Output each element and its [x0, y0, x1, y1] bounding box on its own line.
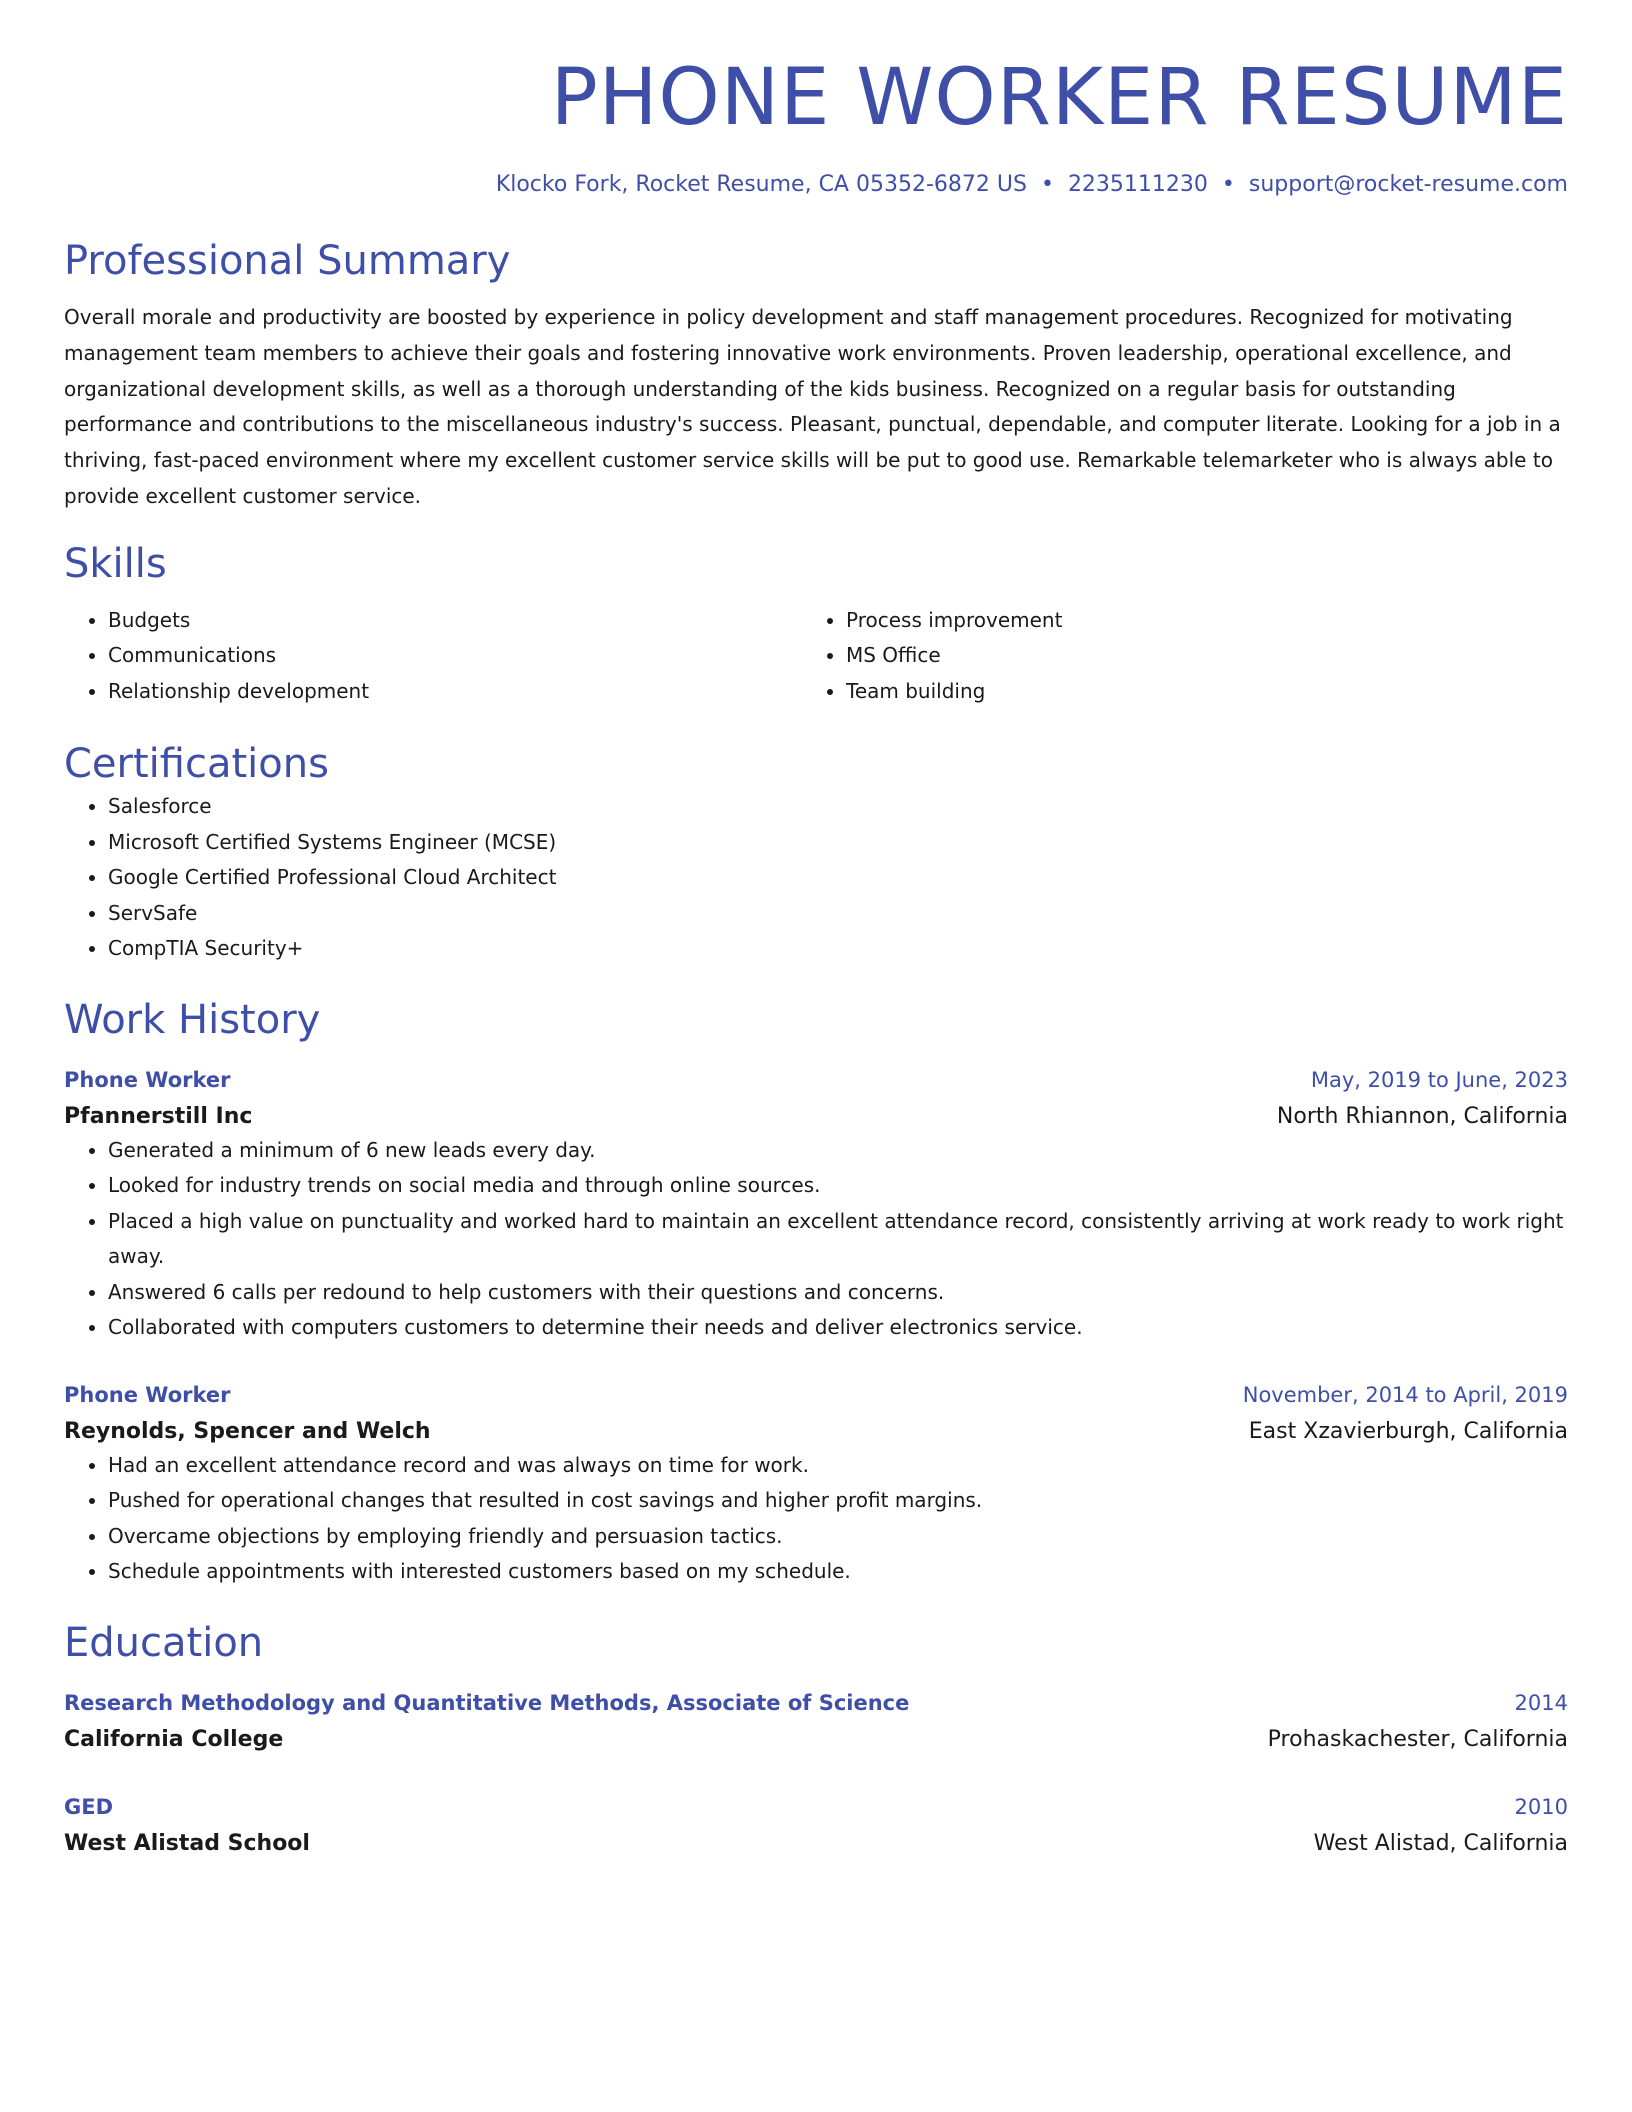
job-location: North Rhiannon, California [1276, 1103, 1568, 1129]
contact-separator: • [1040, 172, 1054, 197]
job-duties [64, 1448, 1568, 1590]
job-title: Phone Worker [64, 1382, 231, 1407]
contact-email[interactable]: support@rocket-resume.com [1248, 172, 1568, 197]
contact-phone: 2235111230 [1067, 172, 1208, 197]
job-entry [64, 1065, 1568, 1346]
skills-column-right [802, 603, 1540, 710]
education-header [64, 1792, 1568, 1822]
education-location: West Alistad, California [1313, 1830, 1568, 1856]
certification-item: • ServSafe [108, 896, 1568, 932]
job-duties [64, 1133, 1568, 1346]
education-header [64, 1688, 1568, 1718]
job-company: Reynolds, Spencer and Welch [64, 1418, 431, 1444]
education-year: 2014 [1514, 1690, 1568, 1715]
job-duty-item: • Looked for industry trends on social media and through online sources. [108, 1168, 1568, 1204]
skill-item: • Budgets [108, 603, 802, 639]
job-subheader [64, 1416, 1568, 1448]
job-entry [64, 1380, 1568, 1590]
skill-item: • Process improvement [846, 603, 1540, 639]
certifications-list [64, 789, 1568, 967]
resume-header [64, 48, 1568, 200]
skills-column-left [64, 603, 802, 710]
job-title: Phone Worker [64, 1067, 231, 1092]
education-heading: Education [64, 1619, 264, 1666]
job-duty-item: • Had an excellent attendance record and was always on time for work. [108, 1448, 1568, 1484]
job-duty-item: • Generated a minimum of 6 new leads every day. [108, 1133, 1568, 1169]
work-history-heading: Work History [64, 996, 321, 1043]
job-duty-item: • Overcame objections by employing friendly and persuasion tactics. [108, 1519, 1568, 1555]
contact-line [64, 170, 1568, 200]
job-dates: May, 2019 to June, 2023 [1310, 1067, 1568, 1092]
education-subheader [64, 1828, 1568, 1860]
education-year: 2010 [1514, 1794, 1568, 1819]
skill-item: • MS Office [846, 638, 1540, 674]
skill-item: • Team building [846, 674, 1540, 710]
job-duty-item: • Collaborated with computers customers to determine their needs and deliver electronics service. [108, 1310, 1568, 1346]
job-dates: November, 2014 to April, 2019 [1242, 1382, 1568, 1407]
job-duty-item: • Placed a high value on punctuality and worked hard to maintain an excellent attendance record, consistently arriving at work ready to work right away. [108, 1204, 1568, 1275]
resume-title: PHONE WORKER RESUME [550, 53, 1568, 143]
summary-heading: Professional Summary [64, 238, 511, 284]
job-duty-item: • Answered 6 calls per redound to help customers with their questions and concerns. [108, 1275, 1568, 1311]
job-header [64, 1380, 1568, 1410]
certification-item: • Google Certified Professional Cloud Architect [108, 860, 1568, 896]
certification-item: • CompTIA Security+ [108, 931, 1568, 967]
skill-item: • Relationship development [108, 674, 802, 710]
education-subheader [64, 1724, 1568, 1756]
education-school: West Alistad School [64, 1830, 310, 1856]
summary-text: Overall morale and productivity are boosted by experience in policy development and staff management procedures. Recognized for motivating management team members to achieve their goals and fostering innovative work environments. Proven leadership, operational excellence, and organizational development skills, as well as a thorough understanding of the kids business. Recognized on a regular basis for outstanding performance and contributions to the miscellaneous industry's success. Pleasant, punctual, dependable, and computer literate. Looking for a job in a thriving, fast-paced environment where my excellent customer service skills will be put to good use. Remarkable telemarketer who is always able to provide excellent customer service. [64, 305, 1561, 508]
education-degree: GED [64, 1794, 114, 1819]
education-entry [64, 1688, 1568, 1756]
education-school: California College [64, 1726, 284, 1752]
job-duty-item: • Schedule appointments with interested customers based on my schedule. [108, 1554, 1568, 1590]
skills-heading: Skills [64, 540, 167, 587]
job-company: Pfannerstill Inc [64, 1103, 253, 1129]
job-header [64, 1065, 1568, 1095]
contact-separator: • [1221, 172, 1235, 197]
job-duty-item: • Pushed for operational changes that resulted in cost savings and higher profit margins. [108, 1483, 1568, 1519]
certification-item: • Microsoft Certified Systems Engineer (MCSE) [108, 825, 1568, 861]
skill-item: • Communications [108, 638, 802, 674]
education-location: Prohaskachester, California [1267, 1726, 1568, 1752]
contact-address: Klocko Fork, Rocket Resume, CA 05352-6872 US [495, 172, 1027, 197]
education-degree: Research Methodology and Quantitative Methods, Associate of Science [64, 1690, 910, 1715]
job-location: East Xzavierburgh, California [1248, 1418, 1568, 1444]
education-entry [64, 1792, 1568, 1860]
skills-list [64, 603, 1568, 710]
certifications-heading: Certifications [64, 741, 329, 788]
certification-item: • Salesforce [108, 789, 1568, 825]
job-subheader [64, 1101, 1568, 1133]
